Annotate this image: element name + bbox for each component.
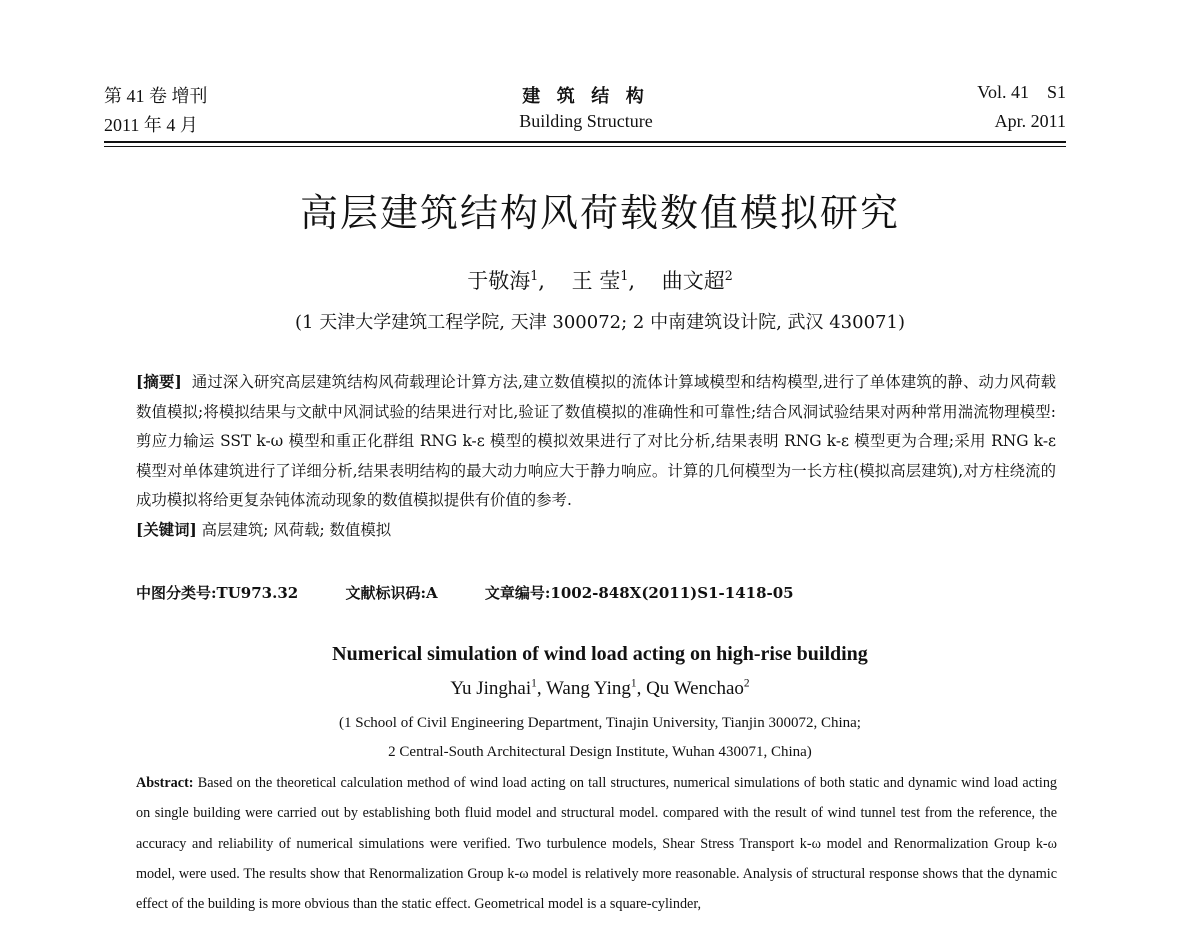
author-sup: 2 <box>743 677 750 690</box>
header-journal-zh: 建 筑 结 构 <box>522 86 650 106</box>
document-code: 文献标识码:A <box>345 584 438 602</box>
author-zh: 王 莹 <box>571 269 621 293</box>
english-title: Numerical simulation of wind load acting on high-rise building <box>332 643 868 665</box>
keywords-zh-text: 高层建筑; 风荷载; 数值模拟 <box>201 520 392 539</box>
header-month-year: Apr. 2011 <box>994 111 1066 131</box>
classification-row <box>136 582 836 603</box>
header-volume: 第 41 卷 增刊 <box>104 86 208 106</box>
author-sup: 2 <box>724 268 733 283</box>
header-rule-thin <box>104 146 1066 147</box>
abstract-en-text: Based on the theoretical calculation method of wind load acting on tall structures, numerical simulations of both static and dynamic wind load acting on single building were carried out by establishing both fluid model and structural model. compared with the result of wind tunnel test from the reference, the accuracy and reliability of numerical simulations were verified. Two turbulence models, Shear Stress Transport k-ω model and Renormalization Group k-ω model, were used. The results show that Renormalization Group k-ω model is relatively more reasonable. Analysis of structural response shows that the dynamic effect of the building is more obvious than the static effect. Geometrical model is a square-cylinder, <box>136 775 1058 913</box>
author-en: Yu Jinghai <box>450 678 532 699</box>
author-list-zh: 于敬海$^1$, 王 莹$^1$, 曲文超$^2$ <box>467 268 733 293</box>
author-zh: 于敬海 <box>467 269 531 293</box>
article-number: 文章编号:1002-848X(2011)S1-1418-05 <box>484 584 794 602</box>
author-en: Wang Ying <box>546 678 631 699</box>
abstract-zh-text: 通过深入研究高层建筑结构风荷载理论计算方法,建立数值模拟的流体计算域模型和结构模型,进行了单体建筑的静、动力风荷载数值模拟;将模拟结果与文献中风洞试验的结果进行对比,验证了数值模拟的准确性和可靠性;结合风洞试验结果对两种常用湍流物理模型:剪应力输运 SST k-ω 模型和重正化群组 RNG k-ε 模型的模拟效果进行了对比分析,结果表明 RNG k-ε 模型更为合理;采用 RNG k-ε 模型对单体建筑进行了详细分析,结果表明结构的最大动力响应大于静力响应。计算的几何模型为一长方柱(模拟高层建筑),对方柱绕流的成功模拟将给更复杂钝体流动现象的数值模拟提供有价值的参考. <box>136 373 1056 509</box>
author-list-en: Yu Jinghai$^1$, Wang Ying$^1$, Qu Wenchao$^2$ <box>450 677 750 699</box>
header-journal-en: Building Structure <box>519 111 653 131</box>
affiliation-en-1: (1 School of Civil Engineering Department, Tinajin University, Tianjin 300072, China; <box>339 715 861 731</box>
header-date: 2011 年 4 月 <box>104 115 198 135</box>
header-vol-issue: Vol. 41 S1 <box>977 82 1066 102</box>
author-sup: 1 <box>531 677 537 690</box>
keywords-zh-label: [关键词] <box>136 520 197 539</box>
affiliation-en-2: 2 Central-South Architectural Design Institute, Wuhan 430071, China) <box>388 744 812 760</box>
page-title: 高层建筑结构风荷载数值模拟研究 <box>299 191 900 235</box>
author-en: Qu Wenchao <box>646 678 744 699</box>
author-sup: 1 <box>630 677 637 690</box>
abstract-en-label: Abstract: <box>136 775 194 791</box>
author-sup: 1 <box>620 268 629 283</box>
header-rule-thick <box>104 141 1066 143</box>
abstract-en <box>136 768 1057 919</box>
author-sup: 1 <box>530 268 539 283</box>
abstract-zh <box>136 368 1056 545</box>
clc-number: 中图分类号:TU973.32 <box>136 584 299 602</box>
abstract-zh-label: [摘要] <box>136 373 182 391</box>
author-zh: 曲文超 <box>661 269 725 293</box>
affiliation-zh: (1 天津大学建筑工程学院, 天津 300072; 2 中南建筑设计院, 武汉 430071) <box>295 312 905 333</box>
keywords-zh <box>136 516 1056 546</box>
